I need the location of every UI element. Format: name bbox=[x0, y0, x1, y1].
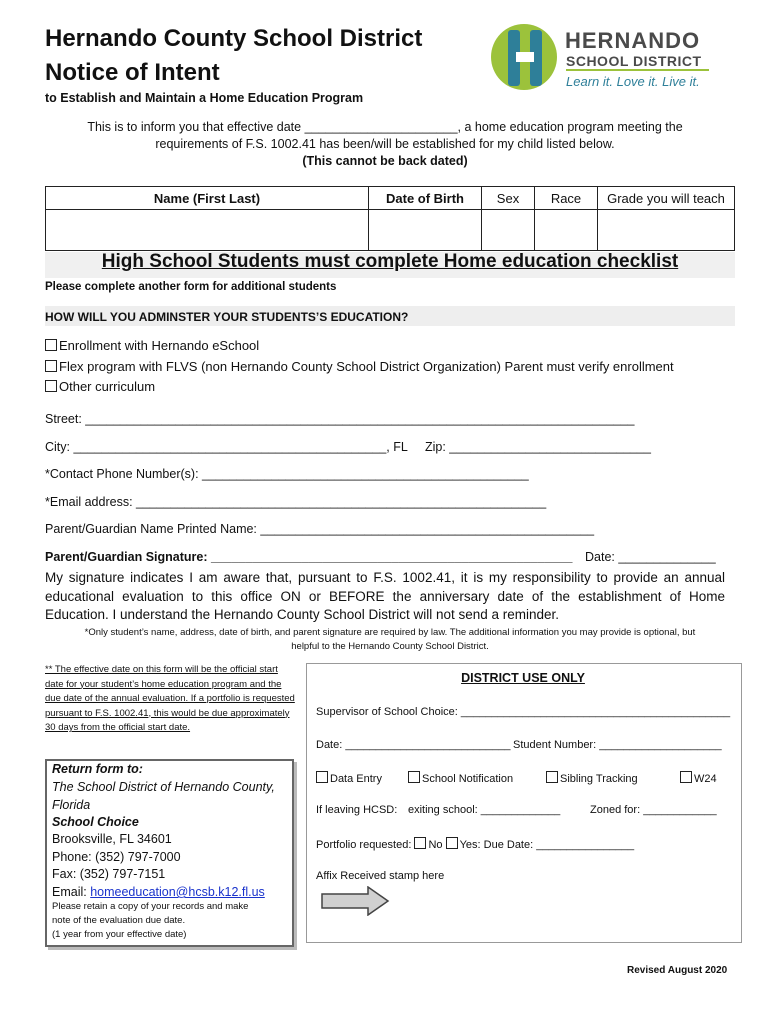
stamp-label: Affix Received stamp here bbox=[316, 870, 445, 882]
intro-line-2: requirements of F.S. 1002.41 has been/will be established for my child listed below. bbox=[155, 137, 615, 151]
option-eschool[interactable] bbox=[45, 338, 259, 353]
logo-h-bar bbox=[516, 52, 534, 62]
race-cell[interactable] bbox=[535, 210, 598, 251]
high-school-notice: High School Students must complete Home education checklist bbox=[101, 251, 679, 272]
portfolio-no-label: No bbox=[428, 839, 443, 851]
leaving-label: If leaving HCSD: bbox=[316, 804, 398, 816]
revision-date: Revised August 2020 bbox=[627, 965, 728, 976]
phone-field[interactable]: *Contact Phone Number(s): _______________________________________________ bbox=[45, 467, 529, 481]
col-sex: Sex bbox=[482, 187, 535, 210]
retain-line-3: (1 year from your effective date) bbox=[52, 929, 187, 940]
return-heading: Return form to: bbox=[52, 762, 143, 776]
option-eschool-label: Enrollment with Hernando eSchool bbox=[59, 338, 260, 353]
check-data-entry[interactable] bbox=[316, 771, 382, 785]
return-email-label: Email: bbox=[52, 885, 91, 899]
logo-sub: SCHOOL DISTRICT bbox=[566, 53, 702, 69]
checkbox-portfolio-yes[interactable] bbox=[446, 837, 458, 849]
check-sibling-tracking[interactable] bbox=[546, 771, 638, 785]
district-use-title: DISTRICT USE ONLY bbox=[461, 671, 585, 685]
checkbox-portfolio-no[interactable] bbox=[414, 837, 426, 849]
logo-divider bbox=[566, 69, 709, 71]
col-grade: Grade you will teach bbox=[598, 187, 735, 210]
intro-line-1: This is to inform you that effective date ______________________, a home education program meeting the bbox=[87, 120, 683, 134]
portfolio-row bbox=[316, 837, 634, 851]
check-w24[interactable] bbox=[680, 771, 717, 785]
option-other-label: Other curriculum bbox=[59, 379, 156, 394]
return-org-line-2: Florida bbox=[52, 798, 91, 812]
student-row[interactable] bbox=[46, 210, 735, 251]
exiting-school-field[interactable]: exiting school: _____________ bbox=[408, 804, 561, 816]
retain-line-2: note of the evaluation due date. bbox=[52, 915, 186, 926]
parent-name-field[interactable]: Parent/Guardian Name Printed Name: ________________________________________________ bbox=[45, 522, 595, 536]
signature-date-field[interactable]: Date: ______________ bbox=[585, 550, 716, 564]
portfolio-label: Portfolio requested: bbox=[316, 839, 412, 851]
option-flvs-label: Flex program with FLVS (non Hernando County School District Organization) Parent must verify enrollment bbox=[59, 359, 674, 374]
student-table bbox=[45, 186, 735, 251]
checkbox-school-notification[interactable] bbox=[408, 771, 420, 783]
optional-footnote bbox=[45, 626, 735, 654]
district-date-field[interactable]: Date: ___________________________ bbox=[316, 739, 511, 751]
signature-statement: My signature indicates I am aware that, pursuant to F.S. 1002.41, it is my responsibility to provide an annual educational evaluation to this office ON or BEFORE the anniversary date of the establishment of Home Education. I understand the Hernando County School District will not send a reminder. bbox=[45, 570, 725, 622]
effective-date-note: ** The effective date on this form will be the official start date for your student’s home education program and the due date of the annual evaluation. If a portfolio is requested pursuant to F.S. 1002.41, this would be due approximately 30 days from the official start date. bbox=[45, 664, 295, 733]
title-line-1: Hernando County School District bbox=[45, 25, 423, 52]
intro-text bbox=[40, 119, 730, 170]
arrow-right-icon bbox=[320, 886, 390, 916]
check-w24-label: W24 bbox=[694, 773, 717, 785]
return-fax: Fax: (352) 797-7151 bbox=[52, 867, 166, 881]
return-org-line-1: The School District of Hernando County, bbox=[52, 780, 275, 794]
grade-cell[interactable] bbox=[598, 210, 735, 251]
signature-field[interactable]: Parent/Guardian Signature: ____________________________________________________ bbox=[45, 550, 573, 564]
intro-line-3: (This cannot be back dated) bbox=[302, 154, 468, 168]
email-field[interactable]: *Email address: ___________________________________________________________ bbox=[45, 495, 547, 509]
page-title bbox=[45, 22, 422, 90]
check-school-notification-label: School Notification bbox=[422, 773, 514, 785]
name-cell[interactable] bbox=[46, 210, 369, 251]
logo-tagline: Learn it. Love it. Live it. bbox=[566, 74, 700, 89]
check-sibling-tracking-label: Sibling Tracking bbox=[560, 773, 638, 785]
logo-name: HERNANDO bbox=[565, 28, 701, 53]
supervisor-field[interactable]: Supervisor of School Choice: ____________________________________________ bbox=[316, 706, 731, 718]
col-dob: Date of Birth bbox=[369, 187, 482, 210]
checkbox-w24[interactable] bbox=[680, 771, 692, 783]
retain-line-1: Please retain a copy of your records and make bbox=[52, 901, 249, 912]
dob-cell[interactable] bbox=[369, 210, 482, 251]
student-number-field[interactable]: Student Number: ____________________ bbox=[513, 739, 722, 751]
checkbox-eschool[interactable] bbox=[45, 339, 57, 351]
check-school-notification[interactable] bbox=[408, 771, 513, 785]
sex-cell[interactable] bbox=[482, 210, 535, 251]
check-data-entry-label: Data Entry bbox=[330, 773, 382, 785]
checkbox-data-entry[interactable] bbox=[316, 771, 328, 783]
checkbox-sibling-tracking[interactable] bbox=[546, 771, 558, 783]
title-line-2: Notice of Intent bbox=[45, 59, 220, 86]
footnote-line-1: *Only student’s name, address, date of birth, and parent signature are required by law. The additional information you may provide is optional, but bbox=[84, 627, 696, 638]
zip-field[interactable]: Zip: _____________________________ bbox=[425, 440, 651, 454]
portfolio-yes-field[interactable]: Yes: Due Date: ________________ bbox=[459, 839, 635, 851]
return-phone: Phone: (352) 797-7000 bbox=[52, 850, 181, 864]
col-race: Race bbox=[535, 187, 598, 210]
additional-students-note: Please complete another form for additional students bbox=[45, 281, 337, 293]
checkbox-flvs[interactable] bbox=[45, 360, 57, 372]
student-table-header bbox=[46, 187, 735, 210]
street-field[interactable]: Street: _______________________________________________________________________________ bbox=[45, 412, 635, 426]
option-flvs[interactable] bbox=[45, 359, 674, 374]
return-city: Brooksville, FL 34601 bbox=[52, 832, 172, 846]
option-other[interactable] bbox=[45, 379, 155, 394]
checkbox-other[interactable] bbox=[45, 380, 57, 392]
col-name: Name (First Last) bbox=[46, 187, 369, 210]
footnote-line-2: helpful to the Hernando County School District. bbox=[291, 641, 489, 652]
zoned-for-field[interactable]: Zoned for: ____________ bbox=[590, 804, 717, 816]
city-field[interactable]: City: _____________________________________________, FL bbox=[45, 440, 408, 454]
return-email-link[interactable]: homeeducation@hcsb.k12.fl.us bbox=[90, 885, 265, 899]
return-dept: School Choice bbox=[52, 815, 139, 829]
how-heading: HOW WILL YOU ADMINSTER YOUR STUDENTS’S EDUCATION? bbox=[45, 310, 409, 324]
return-email-row bbox=[52, 885, 265, 899]
subtitle: to Establish and Maintain a Home Education Program bbox=[45, 91, 364, 105]
